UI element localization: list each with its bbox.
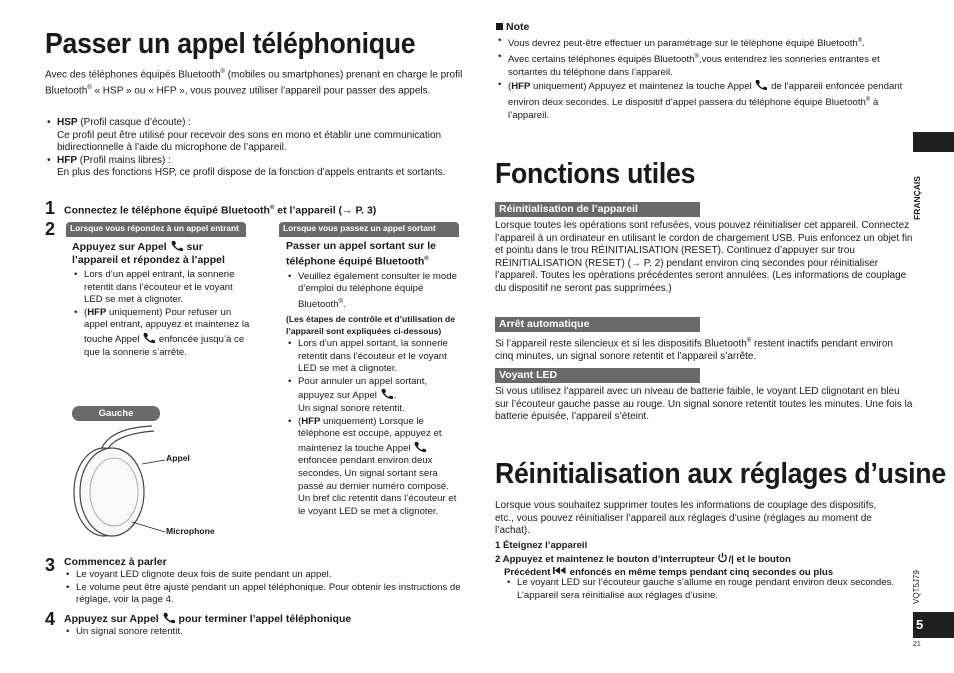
outgoing-call-section	[286, 240, 462, 518]
step-4-number: 4	[45, 609, 56, 629]
phone-icon	[754, 79, 768, 91]
step-1-number: 1	[45, 198, 56, 218]
phone-icon	[380, 388, 394, 400]
led-text: Si vous utilisez l’appareil avec un niveau de batterie faible, le voyant LED clignotant en bleu sur l’écouteur gauche passe au rouge. Un signal sonore retentit toutes les minutes. Une fois la batterie épuisée, l’appareil s’éteint.	[495, 386, 913, 423]
microphone-label: Microphone	[166, 526, 215, 536]
note-list	[496, 35, 906, 122]
outgoing-bullet-1: • Veuillez également consulter le mode d’emploi du téléphone équipé Bluetooth®.	[286, 271, 462, 312]
page-number: 5	[913, 612, 954, 638]
reset-section-bar: Réinitialisation de l’appareil	[495, 202, 700, 217]
auto-off-text: Si l’appareil reste silencieux et si les dispositifs Bluetooth® restent inactifs pendant environ cinq minutes, un signal sonore retentit et l’appareil s’arrête.	[495, 338, 893, 362]
power-icon	[717, 552, 728, 563]
step-3-bullet-1: • Le voyant LED clignote deux fois de suite pendant un appel.	[64, 569, 464, 582]
outgoing-call-title: Passer un appel sortant sur le téléphone équipé Bluetooth®	[286, 240, 436, 268]
tab-outgoing: Lorsque vous passez un appel sortant	[279, 222, 459, 237]
headphone-illustration	[62, 424, 172, 549]
incoming-call-title: Appuyez sur Appel sur l’appareil et répondez à l’appel	[72, 241, 225, 266]
phone-icon	[413, 441, 427, 453]
phone-icon	[142, 332, 156, 344]
factory-reset-text: Lorsque vous souhaitez supprimer toutes les informations de couplage des dispositifs, etc., vous pouvez réinitialiser l’appareil aux réglages d’usine (réglages au moment de l’achat).	[495, 500, 877, 537]
step-2-number: 2	[45, 219, 56, 239]
language-label: FRANÇAIS	[912, 176, 922, 220]
step-4-bullet-1: • Un signal sonore retentit.	[64, 626, 464, 639]
incoming-bullet-2: • (HFP uniquement) Pour refuser un appel entrant, appuyez et maintenez la touche Appel enfoncée jusqu’à ce que la sonnerie s’arrête.	[72, 307, 250, 359]
outgoing-bullet-4: • (HFP uniquement) Lorsque le téléphone est occupé, appuyez et maintenez la touche Appel enfoncée pendant environ deux secondes. Un signal sortant sera passé au dernier numéro composé. Un bref clic retentit dans l’écouteur et le voyant LED se met à clignoter.	[286, 416, 462, 519]
step-3-title: Commencez à parler	[64, 556, 167, 568]
tab-incoming: Lorsque vous répondez à un appel entrant	[66, 222, 246, 237]
step-3-bullets	[64, 569, 464, 607]
note-bullet-3: • (HFP uniquement) Appuyez et maintenez la touche Appel de l’appareil enfoncée pendant environ deux secondes. Le dispositif d’appel passera du téléphone équipé Bluetooth® à l’appareil.	[496, 79, 906, 122]
step-1-title: Connectez le téléphone équipé Bluetooth® et l’appareil (→ P. 3)	[64, 204, 377, 217]
factory-step-2: 2 Appuyez et maintenez le bouton d’interrupteur /| et le bouton Précédent enfoncés en même temps pendant cinq secondes ou plus	[495, 554, 834, 579]
profile-hfp: • HFP (Profil mains libres) : En plus des fonctions HSP, ce profil dispose de la fonction d’appels entrants et sortants.	[45, 155, 463, 180]
led-section-bar: Voyant LED	[495, 368, 700, 383]
intro-paragraph: Avec des téléphones équipés Bluetooth® (mobiles ou smartphones) prenant en charge le profil Bluetooth® « HSP » ou « HFP », vous pouvez utiliser l’appareil pour passer des appels.	[45, 69, 463, 97]
step-4-bullets	[64, 626, 464, 639]
profile-list	[45, 117, 463, 180]
step-3-number: 3	[45, 555, 56, 575]
factory-bullet-1: • Le voyant LED sur l’écouteur gauche s’allume en rouge pendant environ deux secondes. L’appareil sera réinitialisé aux réglages d’usine.	[505, 577, 915, 602]
outgoing-subtitle: (Les étapes de contrôle et d’utilisation de l’appareil sont expliquées ci-dessous)	[286, 314, 456, 337]
left-earcup-label: Gauche	[72, 406, 160, 421]
section-title-factory-reset: Réinitialisation aux réglages d’usine	[495, 458, 946, 490]
step-3-bullet-2: • Le volume peut être ajusté pendant un appel téléphonique. Pour obtenir les instructions de réglage, voir la page 4.	[64, 582, 464, 607]
document-code: VQT5J79	[912, 570, 921, 604]
incoming-call-section	[72, 240, 250, 359]
reset-text: Lorsque toutes les opérations sont refusées, vous pouvez réinitialiser cet appareil. Connectez l’appareil à un ordinateur en utilisant le cordon de chargement USB. Puis enfoncez un objet fin et pointu dans le trou RÉINITIALISATION (RESET). Continuez d’appuyer sur trou RÉINITIALISATION (RESET) (→ P. 2) pendant environ cinq secondes pour réinitialiser l’appareil. Toutes les opérations précédentes seront annulées. (Les informations de couplage du dispositif ne seront pas supprimées.)	[495, 220, 913, 294]
page-title: Passer un appel téléphonique	[45, 28, 416, 60]
outgoing-bullet-2: • Lors d’un appel sortant, la sonnerie retentit dans l’écouteur et le voyant LED se met à clignoter.	[286, 338, 462, 376]
phone-icon	[162, 612, 176, 624]
factory-step-1: 1 Éteignez l’appareil	[495, 540, 588, 551]
factory-bullets	[505, 577, 915, 602]
incoming-bullet-1: • Lors d’un appel entrant, la sonnerie retentit dans l’écouteur et le voyant LED se met à clignoter.	[72, 269, 250, 307]
page-number-small: 21	[913, 641, 921, 648]
previous-icon	[553, 566, 567, 575]
note-square-icon	[496, 23, 503, 30]
note-heading: Note	[496, 21, 529, 33]
phone-icon	[170, 240, 184, 252]
profile-hsp: • HSP (Profil casque d’écoute) : Ce profil peut être utilisé pour recevoir des sons en mono et établir une communication bidirectionnelle à l’aide du microphone de l’appareil.	[45, 117, 463, 155]
outgoing-bullet-3: • Pour annuler un appel sortant, appuyez sur Appel . Un signal sonore retentit.	[286, 376, 462, 416]
note-bullet-2: • Avec certains téléphones équipés Bluetooth®,vous entendrez les sonneries entrantes et sortantes du téléphone dans l’appareil.	[496, 51, 906, 79]
language-tab-marker	[913, 132, 954, 152]
note-bullet-1: • Vous devrez peut-être effectuer un paramétrage sur le téléphone équipé Bluetooth®.	[496, 35, 906, 51]
step-4-title: Appuyez sur Appel pour terminer l’appel téléphonique	[64, 613, 352, 625]
auto-off-section-bar: Arrêt automatique	[495, 317, 700, 332]
call-button-label: Appel	[166, 453, 190, 463]
section-title-useful: Fonctions utiles	[495, 158, 696, 190]
